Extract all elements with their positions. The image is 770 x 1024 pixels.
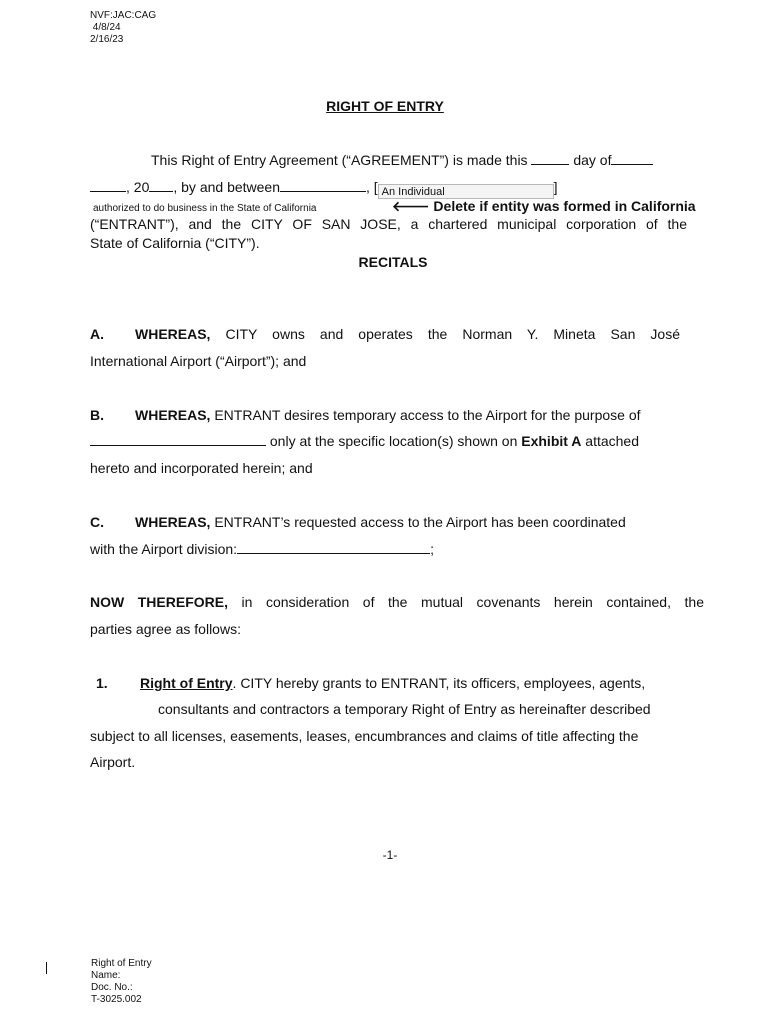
document-title: RIGHT OF ENTRY xyxy=(326,98,444,114)
intro-line-4: (“ENTRANT”), and the CITY OF SAN JOSE, a chartered municipal corporation of the xyxy=(90,216,687,232)
intro-text: ] xyxy=(553,179,558,195)
intro-line-1 xyxy=(151,152,696,168)
section-1-line-1 xyxy=(90,675,690,691)
header-date-1: 4/8/24 xyxy=(90,22,121,33)
header-date-2: 2/16/23 xyxy=(90,34,124,45)
intro-text: This Right of Entry Agreement (“AGREEMENT”) is made this xyxy=(151,152,528,168)
intro-text: , 20 xyxy=(126,179,150,195)
footer-name: Name: xyxy=(91,970,121,981)
authorized-text: authorized to do business in the State of California xyxy=(93,203,317,214)
recital-c-line-1 xyxy=(90,514,690,530)
year-blank[interactable] xyxy=(149,179,173,192)
recital-c-lead: WHEREAS, xyxy=(135,514,211,530)
section-1-line-4: Airport. xyxy=(90,754,136,770)
recital-a-line-1 xyxy=(90,326,680,342)
now-therefore-lead: NOW THEREFORE, xyxy=(90,594,228,610)
recital-c-text: ; xyxy=(430,541,434,557)
recital-a-text: CITY owns and operates the Norman Y. Mineta San José xyxy=(225,326,680,342)
exhibit-a-ref: Exhibit A xyxy=(521,433,582,449)
recital-b-line-3: hereto and incorporated herein; and xyxy=(90,460,313,476)
intro-line-5: State of California (“CITY”). xyxy=(90,235,260,251)
recital-b-line-2 xyxy=(90,433,690,449)
recital-b-letter: B. xyxy=(90,407,104,423)
revision-bar xyxy=(46,962,47,974)
now-therefore-text: in consideration of the mutual covenants herein contained, the xyxy=(241,594,704,610)
delete-note: 🡐 Delete if entity was formed in California xyxy=(392,198,696,214)
recital-a-line-2: International Airport (“Airport”); and xyxy=(90,353,307,369)
month-blank[interactable] xyxy=(611,152,653,165)
entity-type-field[interactable] xyxy=(378,184,554,199)
footer-title: Right of Entry xyxy=(91,958,152,969)
recital-b-line-1 xyxy=(90,407,690,423)
airport-division-blank[interactable] xyxy=(237,541,430,554)
entrant-name-blank[interactable] xyxy=(280,179,366,192)
section-1-line-3: subject to all licenses, easements, leases, encumbrances and claims of title affecting the xyxy=(90,728,639,744)
page-number: -1- xyxy=(382,848,398,862)
intro-text: day of xyxy=(573,152,612,168)
recital-c-text: with the Airport division: xyxy=(90,541,238,557)
document-footer xyxy=(91,958,152,1006)
document-header xyxy=(90,10,156,46)
now-therefore-line-1 xyxy=(90,594,704,610)
footer-code: T-3025.002 xyxy=(91,994,142,1005)
recital-b-text: attached xyxy=(585,433,640,449)
day-blank[interactable] xyxy=(531,152,569,165)
recital-c-text: ENTRANT’s requested access to the Airport has been coordinated xyxy=(214,514,626,530)
recitals-heading: RECITALS xyxy=(358,254,428,270)
month-blank-2[interactable] xyxy=(90,179,126,192)
recital-c-letter: C. xyxy=(90,514,104,530)
recital-b-text: only at the specific location(s) shown on xyxy=(269,433,518,449)
recital-b-text: ENTRANT desires temporary access to the Airport for the purpose of xyxy=(214,407,641,423)
recital-a-lead: WHEREAS, xyxy=(135,326,211,342)
section-1-line-2: consultants and contractors a temporary Right of Entry as hereinafter described xyxy=(158,701,651,717)
section-1-heading: Right of Entry xyxy=(140,675,233,691)
header-code: NVF:JAC:CAG xyxy=(90,10,157,21)
intro-line-3 xyxy=(90,198,696,215)
recital-b-lead: WHEREAS, xyxy=(135,407,211,423)
intro-text: , by and between xyxy=(173,179,280,195)
section-1-number: 1. xyxy=(96,675,108,691)
purpose-blank[interactable] xyxy=(90,433,266,446)
now-therefore-line-2: parties agree as follows: xyxy=(90,621,241,637)
intro-text: , [ xyxy=(366,179,378,195)
section-1-text: . CITY hereby grants to ENTRANT, its officers, employees, agents, xyxy=(232,675,646,691)
recital-c-line-2 xyxy=(90,541,690,557)
footer-doc-no: Doc. No.: xyxy=(91,982,133,993)
recital-a-letter: A. xyxy=(90,326,104,342)
intro-line-2 xyxy=(90,179,690,199)
entity-type-value: An Individual xyxy=(381,186,445,198)
